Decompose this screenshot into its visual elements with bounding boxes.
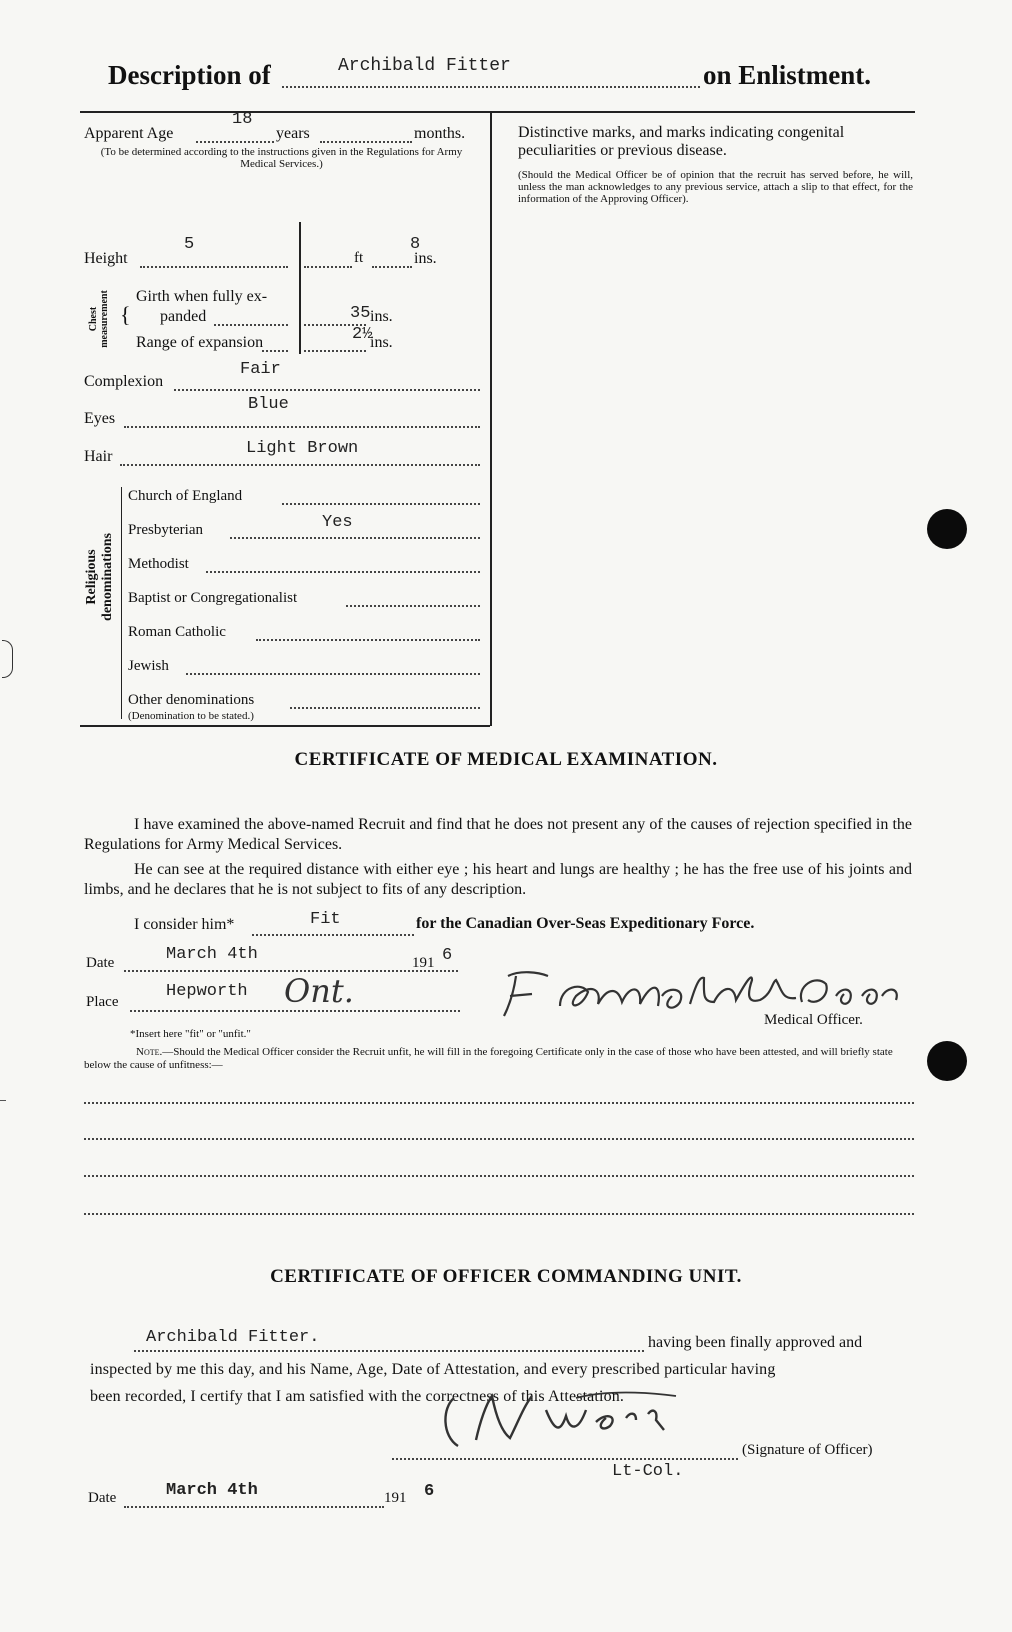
consider-label: I consider him* (134, 916, 235, 933)
religion-dots-7 (290, 707, 480, 709)
medical-date-label: Date (86, 955, 115, 971)
signature-label: (Signature of Officer) (742, 1442, 873, 1458)
commanding-date-label: Date (88, 1490, 117, 1506)
commanding-line1-tail: having been finally approved and (648, 1334, 863, 1351)
complexion-dots (174, 389, 480, 391)
chest-range-dots-2 (304, 350, 366, 352)
religion-item-presbyterian: Presbyterian (128, 522, 203, 538)
commanding-year-prefix: 191 (384, 1490, 407, 1506)
title-right: on Enlistment. (703, 60, 872, 90)
religion-dots-5 (256, 639, 480, 641)
religion-item-roman-catholic: Roman Catholic (128, 624, 226, 640)
age-years-label: years (276, 125, 310, 142)
commanding-date-dots (124, 1506, 384, 1508)
chest-girth-label-1: Girth when fully ex- (136, 288, 268, 305)
religion-dots-4 (346, 605, 480, 607)
commanding-line2: inspected by me this day, and his Name, Age, Date of Attestation, and every prescribed particular having (90, 1361, 776, 1378)
medical-heading: CERTIFICATE OF MEDICAL EXAMINATION. (294, 749, 718, 770)
chest-range-label: Range of expansion (136, 334, 264, 351)
hair-value: Light Brown (246, 439, 359, 458)
medical-year-prefix: 191 (412, 955, 435, 971)
age-label: Apparent Age (84, 125, 174, 142)
religion-dots-6 (186, 673, 480, 675)
height-label: Height (84, 250, 128, 267)
note-label: Note. (136, 1046, 163, 1058)
medical-place-handwritten: Ont. (284, 972, 354, 1010)
religion-item-baptist: Baptist or Congregationalist (128, 590, 298, 606)
medical-date-value: March 4th (166, 945, 258, 964)
chest-range-dots-1 (262, 350, 288, 352)
chest-range-value: 2½ (352, 325, 373, 344)
hair-label: Hair (84, 448, 113, 465)
unfit-line-2 (84, 1138, 914, 1140)
chest-girth-unit: ins. (370, 308, 393, 325)
left-edge-mark (2, 640, 13, 678)
religion-dots-2 (230, 537, 480, 539)
age-note: (To be determined according to the instructions given in the Regulations for Army Medical Services.) (100, 146, 463, 170)
commanding-rank: Lt-Col. (612, 1462, 684, 1481)
chest-side-label: Chest measurement (88, 290, 110, 348)
eyes-value: Blue (248, 395, 289, 414)
distinctive-heading: Distinctive marks, and marks indicating congenital peculiarities or previous disease. (518, 124, 845, 159)
distinctive-note: (Should the Medical Officer be of opinion that the recruit has served before, he will, unless the man acknowledges to any previous service, attach a slip to that effect, for the information of the Approving Officer). (518, 169, 913, 205)
chest-range-unit: ins. (370, 334, 393, 351)
hair-dots (120, 464, 480, 466)
religion-item-jewish: Jewish (128, 658, 169, 674)
religion-side-label-2: denominations (100, 533, 115, 621)
height-dots-2 (304, 266, 352, 268)
religion-item-church-of-england: Church of England (128, 488, 243, 504)
eyes-label: Eyes (84, 410, 116, 427)
binder-hole-bottom (927, 1041, 967, 1081)
eyes-dots (124, 426, 480, 428)
age-dots-2 (320, 141, 412, 143)
medical-officer-label: Medical Officer. (764, 1012, 863, 1028)
height-inches-value: 8 (410, 235, 421, 254)
medical-place-dots (130, 1010, 460, 1012)
medical-year-digit: 6 (442, 946, 453, 965)
medical-place-label: Place (86, 994, 119, 1010)
commanding-name-dots (134, 1350, 644, 1352)
unfit-line-1 (84, 1102, 914, 1104)
commanding-line3: been recorded, I certify that I am satisfied with the correctness of this Attestation. (90, 1388, 625, 1405)
religion-dots-1 (282, 503, 480, 505)
medical-para-2: He can see at the required distance with either eye ; his heart and lungs are healthy ; he has the free use of his joints and limbs, and he declares that he is not subject to fits of any description. (84, 861, 912, 898)
religion-dots-3 (206, 571, 480, 573)
column-divider (490, 112, 492, 726)
title-left: Description of (108, 60, 271, 90)
complexion-value: Fair (240, 360, 281, 379)
consider-tail: for the Canadian Over-Seas Expeditionary Force. (416, 915, 755, 932)
religion-presbyterian-value: Yes (322, 513, 353, 532)
unfit-line-3 (84, 1175, 914, 1177)
religion-side-label-1: Religious (84, 549, 99, 605)
religion-item-other: Other denominations (128, 692, 255, 708)
religion-side-label (84, 482, 116, 672)
medical-para-1: I have examined the above-named Recruit and find that he does not present any of the causes of rejection specified in the Regulations for Army Medical Services. (84, 816, 912, 853)
commanding-heading: CERTIFICATE OF OFFICER COMMANDING UNIT. (270, 1266, 742, 1287)
measure-divider (299, 222, 301, 354)
binder-hole-top (927, 509, 967, 549)
religion-bracket (121, 487, 122, 719)
commanding-year-digit: 6 (424, 1482, 435, 1501)
height-inches-label: ins. (414, 250, 437, 267)
commanding-officer-signature (436, 1386, 716, 1461)
height-feet-label: ft (354, 250, 364, 266)
religion-other-note: (Denomination to be stated.) (128, 710, 254, 722)
age-years-value: 18 (232, 110, 253, 129)
header-rule (80, 111, 915, 113)
height-dots-3 (372, 266, 412, 268)
height-feet-value: 5 (184, 235, 195, 254)
insert-note: *Insert here "fit" or "unfit." (130, 1028, 251, 1040)
commanding-date-value: March 4th (166, 1481, 258, 1500)
note-text: —Should the Medical Officer consider the Recruit unfit, he will fill in the foregoing Certificate only in the case of those who have been attested, and will briefly state below the cause of unfitness:— (84, 1046, 893, 1071)
chest-girth-value: 35 (350, 304, 371, 323)
chest-girth-label-2: panded (160, 308, 207, 325)
chest-girth-dots-1 (214, 324, 288, 326)
height-dots-1 (140, 266, 288, 268)
religion-item-methodist: Methodist (128, 556, 189, 572)
title-dotted-line (282, 86, 700, 88)
consider-value: Fit (310, 910, 341, 929)
consider-dots (252, 934, 414, 936)
unfit-line-4 (84, 1213, 914, 1215)
table-bottom-rule (80, 725, 490, 727)
medical-place-value: Hepworth (166, 982, 248, 1001)
left-edge-tick (0, 1100, 6, 1102)
age-dots-1 (196, 141, 274, 143)
complexion-label: Complexion (84, 373, 164, 390)
age-months-label: months. (414, 125, 466, 142)
chest-brace: { (120, 302, 131, 327)
unfit-note (84, 1046, 914, 1072)
recruit-name: Archibald Fitter (338, 56, 511, 76)
commanding-name-value: Archibald Fitter. (146, 1328, 320, 1347)
signature-dots (392, 1458, 738, 1460)
